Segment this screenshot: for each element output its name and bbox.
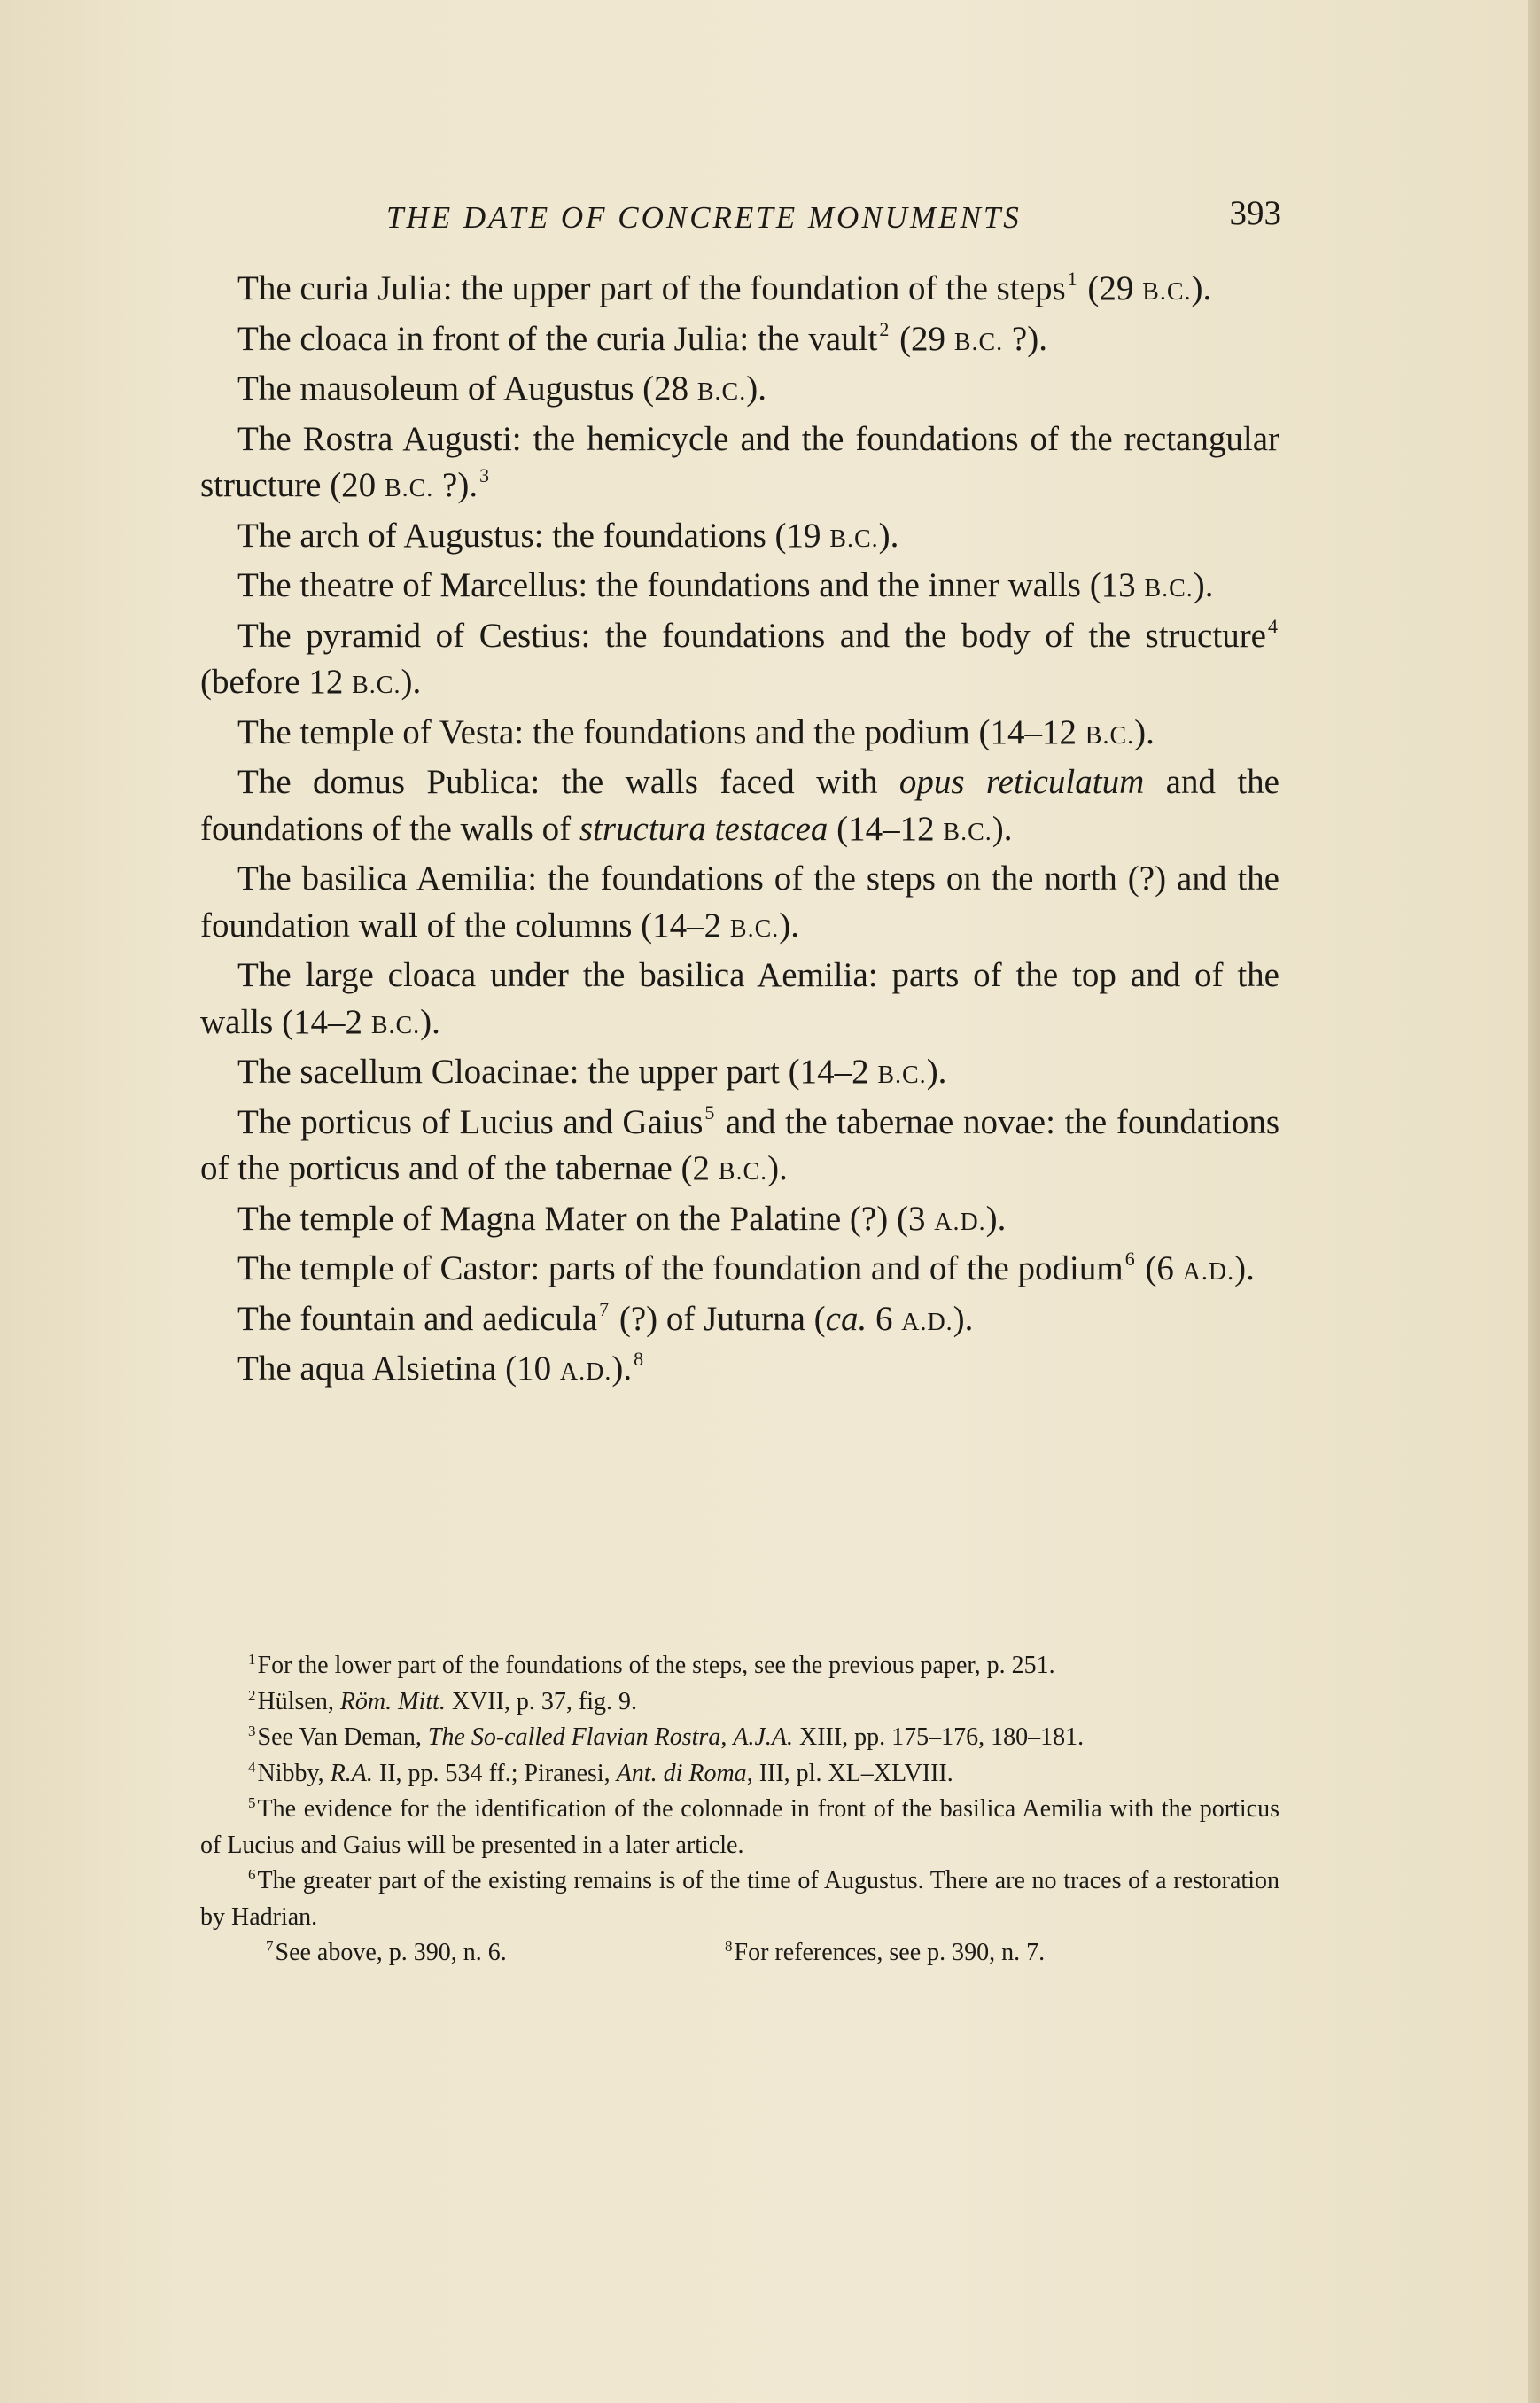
entry-sacellum-cloacinae: The sacellum Cloacinae: the upper part (14–2 B.C.).: [237, 1053, 947, 1091]
entry-large-cloaca: The large cloaca under the basilica Aemilia: parts of the top and of the walls (14–2 B.C.).: [200, 956, 1279, 1041]
footnote-8: $^8$For references, see p. 390, n. 7.: [725, 1938, 1046, 1966]
entry-mausoleum: The mausoleum of Augustus (28 B.C.).: [237, 369, 766, 408]
entry-temple-vesta: The temple of Vesta: the foundations and the podium (14–12 B.C.).: [237, 712, 1155, 751]
footnote-5: $^5$The evidence for the identification of the colonnade in front of the basilica Aemilia with the porticus of Lucius and Gaius will be presented in a later article.: [200, 1794, 1279, 1859]
page-header: [200, 193, 1281, 243]
footnote-row-7-8: [200, 1935, 1279, 1971]
running-title: THE DATE OF CONCRETE MONUMENTS: [386, 200, 1022, 235]
footnote-6: $^6$The greater part of the existing remains is of the time of Augustus. There are no traces of a restoration by Hadrian.: [200, 1866, 1279, 1931]
page-edge: [1528, 0, 1540, 2403]
footnote-3: $^3$See Van Deman, The So-called Flavian Rostra, A.J.A. XIII, pp. 175–176, 180–181.: [248, 1723, 1085, 1751]
entry-temple-castor: The temple of Castor: parts of the foundation and of the podium$^6$ (6 A.D.).: [237, 1248, 1255, 1287]
entry-magna-mater: The temple of Magna Mater on the Palatine (?) (3 A.D.).: [237, 1199, 1007, 1238]
footnote-4: $^4$Nibby, R.A. II, pp. 534 ff.; Piranesi, Ant. di Roma, III, pl. XL–XLVIII.: [248, 1758, 953, 1787]
entry-pyramid-cestius: The pyramid of Cestius: the foundations and the body of the structure$^4$ (before 12 B.C.).: [200, 614, 1278, 701]
footnote-2: $^2$Hülsen, Röm. Mitt. XVII, p. 37, fig. 9.: [248, 1686, 638, 1715]
monument-list: [200, 266, 1279, 1396]
entry-rostra: The Rostra Augusti: the hemicycle and the foundations of the rectangular structure (20 B.C. ?).$^3$: [200, 419, 1279, 504]
entry-arch-augustus: The arch of Augustus: the foundations (19 B.C.).: [237, 516, 899, 555]
entry-cloaca-curia: The cloaca in front of the curia Julia: the vault$^2$ (29 B.C. ?).: [237, 317, 1047, 358]
entry-juturna: The fountain and aedicula$^7$ (?) of Juturna (ca. 6 A.D.).: [237, 1297, 974, 1338]
entry-domus-publica: The domus Publica: the walls faced with opus reticulatum and the foundations of the walls of structura testacea (14–12 B.C.).: [200, 763, 1279, 848]
entry-porticus-lucius-gaius: The porticus of Lucius and Gaius$^5$ and the tabernae novae: the foundations of the porticus and of the tabernae (2 B.C.).: [200, 1100, 1279, 1187]
footnote-7: $^7$See above, p. 390, n. 6.: [266, 1938, 507, 1966]
entry-aqua-alsietina: The aqua Alsietina (10 A.D.).$^8$: [237, 1348, 644, 1388]
footnote-1: $^1$For the lower part of the foundations of the steps, see the previous paper, p. 251.: [248, 1651, 1055, 1679]
page-number: 393: [1229, 194, 1281, 232]
entry-basilica-aemilia: The basilica Aemilia: the foundations of the steps on the north (?) and the foundation wall of the columns (14–2 B.C.).: [200, 859, 1279, 945]
entry-curia-julia: The curia Julia: the upper part of the foundation of the steps$^1$ (29 B.C.).: [237, 268, 1212, 307]
footnotes: [200, 1648, 1279, 1971]
entry-theatre-marcellus: The theatre of Marcellus: the foundations and the inner walls (13 B.C.).: [237, 566, 1214, 604]
